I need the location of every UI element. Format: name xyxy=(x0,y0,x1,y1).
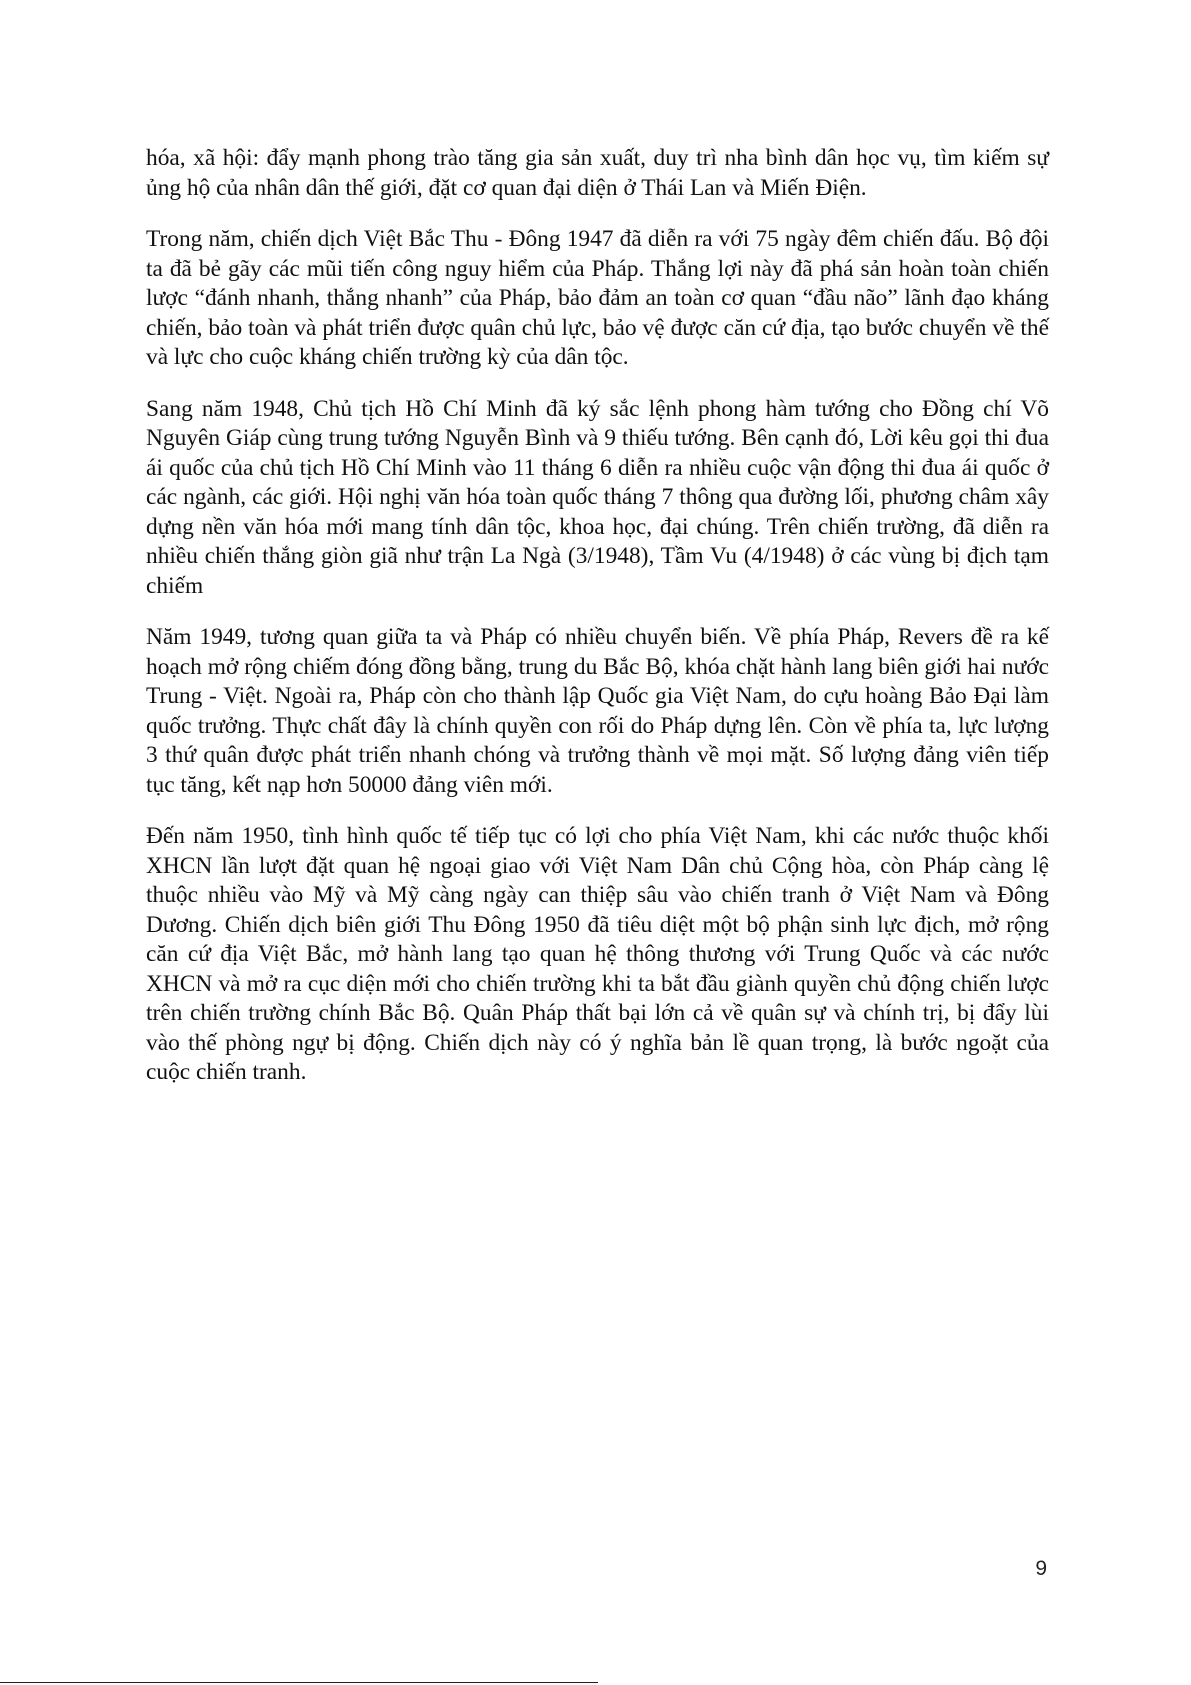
paragraph-2: Trong năm, chiến dịch Việt Bắc Thu - Đông 1947 đã diễn ra với 75 ngày đêm chiến đấu. Bộ đội ta đã bẻ gãy các mũi tiến công nguy hiểm của Pháp. Thắng lợi này đã phá sản hoàn toàn chiến lược “đánh nhanh, thắng nhanh” của Pháp, bảo đảm an toàn cơ quan “đầu não” lãnh đạo kháng chiến, bảo toàn và phát triển được quân chủ lực, bảo vệ được căn cứ địa, tạo bước chuyển về thế và lực cho cuộc kháng chiến trường kỳ của dân tộc. xyxy=(146,226,1049,370)
page-number: 9 xyxy=(1035,1557,1047,1580)
paragraph-5: Đến năm 1950, tình hình quốc tế tiếp tục có lợi cho phía Việt Nam, khi các nước thuộc khối XHCN lần lượt đặt quan hệ ngoại giao với Việt Nam Dân chủ Cộng hòa, còn Pháp càng lệ thuộc nhiều vào Mỹ và Mỹ càng ngày can thiệp sâu vào chiến tranh ở Việt Nam và Đông Dương. Chiến dịch biên giới Thu Đông 1950 đã tiêu diệt một bộ phận sinh lực địch, mở rộng căn cứ địa Việt Bắc, mở hành lang tạo quan hệ thông thương với Trung Quốc và các nước XHCN và mở ra cục diện mới cho chiến trường khi ta bắt đầu giành quyền chủ động chiến lược trên chiến trường chính Bắc Bộ. Quân Pháp thất bại lớn cả về quân sự và chính trị, bị đẩy lùi vào thế phòng ngự bị động. Chiến dịch này có ý nghĩa bản lề quan trọng, là bước ngoặt của cuộc chiến tranh. xyxy=(146,823,1049,1085)
page-body xyxy=(146,144,1049,1110)
paragraph-3: Sang năm 1948, Chủ tịch Hồ Chí Minh đã ký sắc lệnh phong hàm tướng cho Đồng chí Võ Nguyên Giáp cùng trung tướng Nguyễn Bình và 9 thiếu tướng. Bên cạnh đó, Lời kêu gọi thi đua ái quốc của chủ tịch Hồ Chí Minh vào 11 tháng 6 diễn ra nhiều cuộc vận động thi đua ái quốc ở các ngành, các giới. Hội nghị văn hóa toàn quốc tháng 7 thông qua đường lối, phương châm xây dựng nền văn hóa mới mang tính dân tộc, khoa học, đại chúng. Trên chiến trường, đã diễn ra nhiều chiến thắng giòn giã như trận La Ngà (3/1948), Tầm Vu (4/1948) ở các vùng bị địch tạm chiếm xyxy=(146,395,1049,599)
paragraph-4: Năm 1949, tương quan giữa ta và Pháp có nhiều chuyển biến. Về phía Pháp, Revers đề ra kế hoạch mở rộng chiếm đóng đồng bằng, trung du Bắc Bộ, khóa chặt hành lang biên giới hai nước Trung - Việt. Ngoài ra, Pháp còn cho thành lập Quốc gia Việt Nam, do cựu hoàng Bảo Đại làm quốc trưởng. Thực chất đây là chính quyền con rối do Pháp dựng lên. Còn về phía ta, lực lượng 3 thứ quân được phát triển nhanh chóng và trưởng thành về mọi mặt. Số lượng đảng viên tiếp tục tăng, kết nạp hơn 50000 đảng viên mới. xyxy=(146,624,1049,798)
footer-divider xyxy=(0,1682,598,1683)
paragraph-1: hóa, xã hội: đẩy mạnh phong trào tăng gia sản xuất, duy trì nha bình dân học vụ, tìm kiếm sự ủng hộ của nhân dân thế giới, đặt cơ quan đại diện ở Thái Lan và Miến Điện. xyxy=(146,145,1049,201)
